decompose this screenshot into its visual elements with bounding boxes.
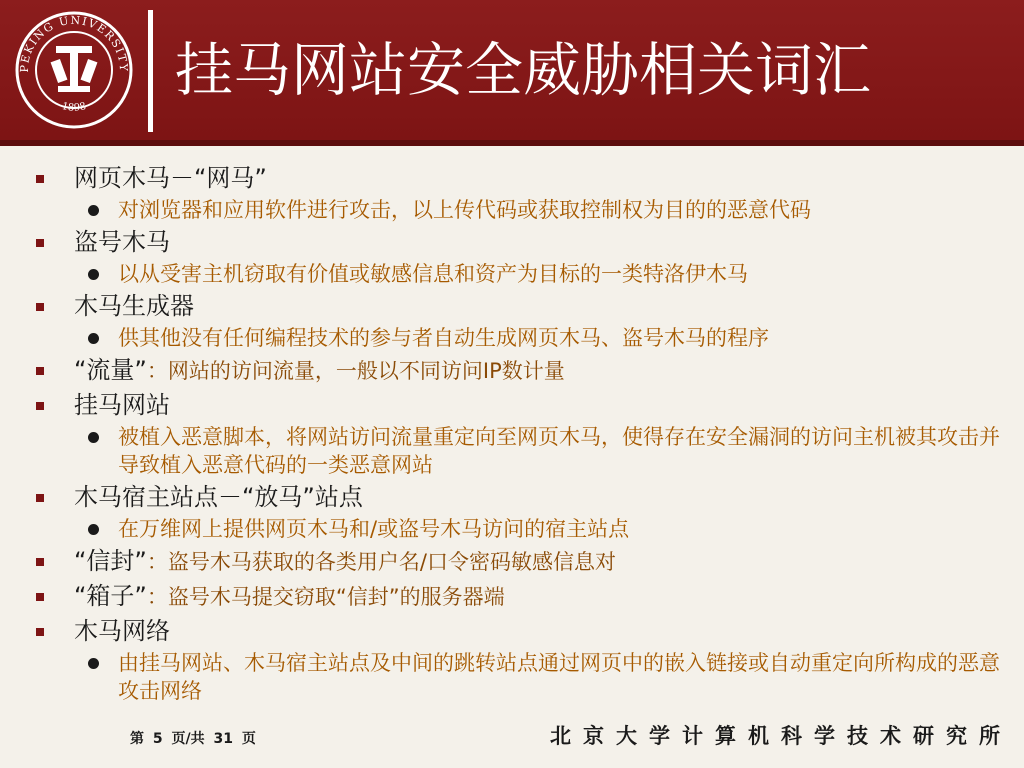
square-bullet-icon	[36, 175, 44, 183]
list-item	[30, 226, 1010, 258]
definition-text: 由挂马网站、木马宿主站点及中间的跳转站点通过网页中的嵌入链接或自动重定向所构成的恶意攻击网络	[118, 651, 1000, 703]
definition-text: 被植入恶意脚本，将网站访问流量重定向至网页木马，使得存在安全漏洞的访问主机被其攻击并导致植入恶意代码的一类恶意网站	[118, 425, 1000, 477]
list-item	[30, 290, 1010, 322]
page-total: 31	[213, 731, 233, 747]
square-bullet-icon	[36, 628, 44, 636]
slide-title: 挂马网站安全威胁相关词汇	[175, 36, 872, 104]
page-current: 5	[152, 731, 163, 747]
term-label: 网页木马－“网马”	[74, 164, 267, 192]
svg-text:PEKING UNIVERSITY: PEKING UNIVERSITY	[17, 13, 131, 73]
term-label: 挂马网站	[74, 391, 170, 419]
sub-list-item	[30, 260, 1010, 288]
page-prefix: 第	[130, 731, 144, 747]
definition-text: 以从受害主机窃取有价值或敏感信息和资产为目标的一类特洛伊木马	[118, 262, 748, 286]
sub-list-item	[30, 423, 1010, 479]
term-label: 木马宿主站点－“放马”站点	[74, 483, 363, 511]
square-bullet-icon	[36, 367, 44, 375]
peking-university-logo	[14, 10, 134, 130]
term-definition: ：盗号木马获取的各类用户名/口令密码敏感信息对	[146, 550, 616, 574]
list-item	[30, 545, 1010, 578]
term-label: “流量”	[74, 356, 147, 384]
list-item	[30, 389, 1010, 421]
page-number	[130, 728, 256, 748]
square-bullet-icon	[36, 402, 44, 410]
term-label: 盗号木马	[74, 228, 170, 256]
institute-name: 北京大学计算机科学技术研究所	[550, 724, 1012, 748]
definition-text: 对浏览器和应用软件进行攻击，以上传代码或获取控制权为目的的恶意代码	[118, 198, 811, 222]
term-label: “箱子”	[74, 582, 147, 610]
definition-text: 在万维网上提供网页木马和/或盗号木马访问的宿主站点	[118, 517, 630, 541]
list-item	[30, 481, 1010, 513]
round-bullet-icon	[88, 658, 99, 669]
sub-list-item	[30, 324, 1010, 352]
sub-list-item	[30, 196, 1010, 224]
term-definition: ：盗号木马提交窃取“信封”的服务器端	[146, 585, 505, 609]
round-bullet-icon	[88, 432, 99, 443]
list-item	[30, 580, 1010, 613]
round-bullet-icon	[88, 205, 99, 216]
header-band	[0, 0, 1024, 140]
list-item	[30, 615, 1010, 647]
sub-list-item	[30, 515, 1010, 543]
definition-text: 供其他没有任何编程技术的参与者自动生成网页木马、盗号木马的程序	[118, 326, 769, 350]
round-bullet-icon	[88, 333, 99, 344]
term-definition: ：网站的访问流量，一般以不同访问IP数计量	[146, 359, 565, 383]
header-divider	[148, 10, 153, 132]
page-mid: 页/共	[171, 731, 205, 747]
svg-text:1898: 1898	[60, 101, 88, 114]
square-bullet-icon	[36, 494, 44, 502]
list-item	[30, 162, 1010, 194]
bullet-list	[30, 160, 1010, 707]
sub-list-item	[30, 649, 1010, 705]
list-item	[30, 354, 1010, 387]
round-bullet-icon	[88, 524, 99, 535]
round-bullet-icon	[88, 269, 99, 280]
page-suffix: 页	[241, 731, 256, 747]
header-rule	[0, 140, 1024, 146]
square-bullet-icon	[36, 239, 44, 247]
square-bullet-icon	[36, 593, 44, 601]
term-label: 木马网络	[74, 617, 170, 645]
square-bullet-icon	[36, 303, 44, 311]
square-bullet-icon	[36, 558, 44, 566]
term-label: “信封”	[74, 547, 147, 575]
term-label: 木马生成器	[74, 292, 194, 320]
